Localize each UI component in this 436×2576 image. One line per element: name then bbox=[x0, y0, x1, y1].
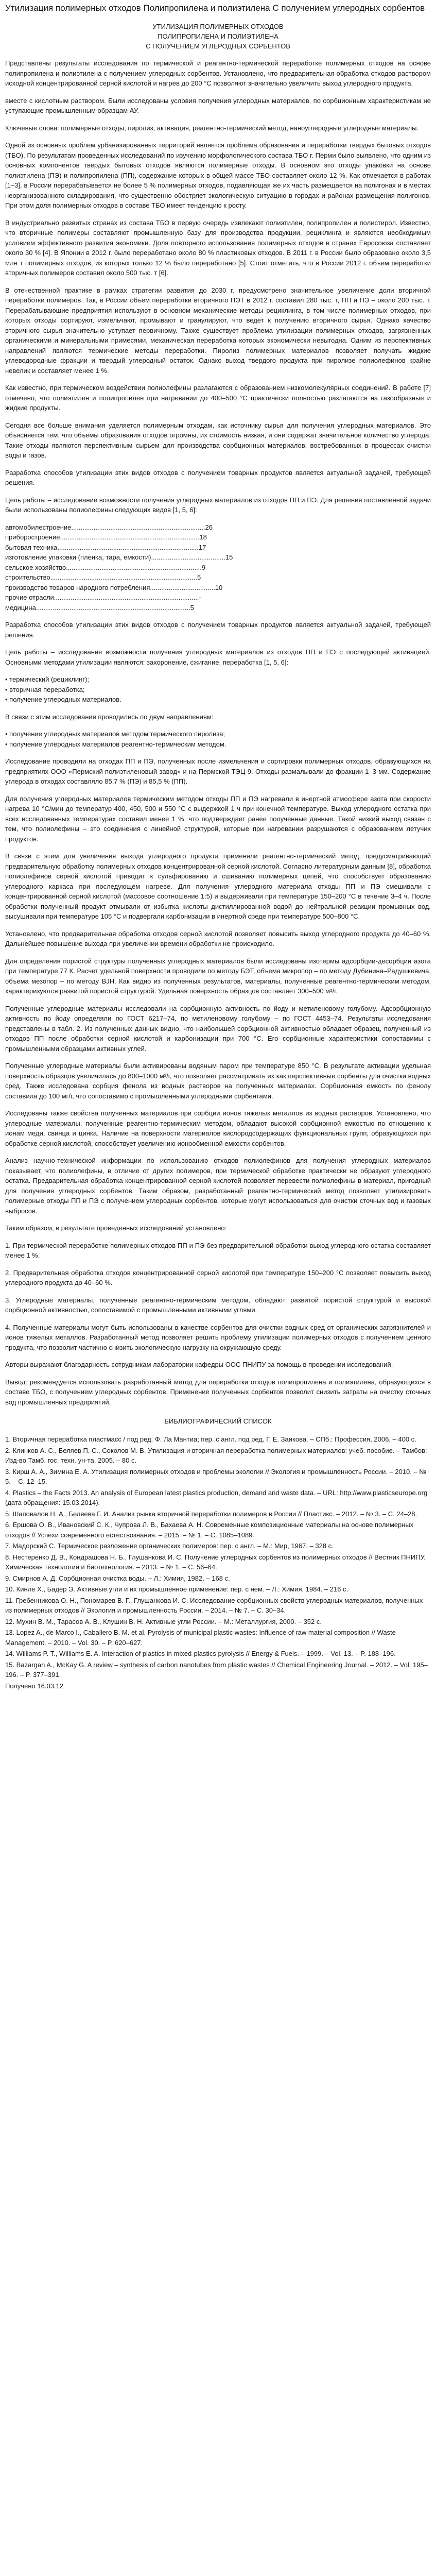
usage-row: прочие отрасли..............................................................................- bbox=[5, 594, 201, 601]
reference-item: 15. Bazargan A., McKay G. A review – synthesis of carbon nanotubes from plastic wastes // Chemical Engineering Journal. – 2012. – Vol. 195–196. – P. 377–391. bbox=[5, 1660, 428, 1679]
body-paragraph: В отечественной практике в рамках стратегии развития до 2030 г. предусмотрено значительное увеличение доли вторичной переработки полимеров. Так, в России объем переработки вторичного ПЭТ в 2012 г. составил 280 тыс. т, ПП и ПЭ – около 200 тыс. т. Перерабатывающие предприятия используют в основном механические методы рециклинга, в том числе полимерных отходов, при которых отходы сортируют, измельчают, промывают и гранулируют, что ведет к получению вторичного сырья. Однако качество вторичного сырья значительно уступает первичному. Также существует проблема утилизации полимерных отходов, загрязненных органическими и минеральными примесями, механическая переработка которых экономически невыгодна. Одним из перспективных направлений являются термические методы переработки. Пиролиз полимерных материалов позволяет получать жидкие углеводородные фракции и твердый углеродный остаток. Однако выход твердого продукта при пиролизе полиолефинов крайне невелик и составляет менее 1 %. bbox=[5, 286, 431, 375]
keywords: Ключевые слова: полимерные отходы, пиролиз, активация, реагентно-термический метод, наноуглеродные углеродные материалы. bbox=[5, 124, 419, 132]
list-item: • получение углеродных материалов. bbox=[5, 696, 121, 703]
reference-item: 13. Lopez A., de Marco I., Caballero B. M. et al. Pyrolysis of municipal plastic wastes: Influence of raw material composition // Waste Management. – 2010. – Vol. 30. – P. 620–627. bbox=[5, 1629, 396, 1647]
conclusion-item: 4. Полученные материалы могут быть использованы в качестве сорбентов для очистки водных сред от органических загрязнителей и ионов тяжелых металлов. Разработанный метод позволяет решить проблему утилизации полимерных отходов с получением ценного продукта, что позволит частично снизить экологическую нагрузку на окружающую среду. bbox=[5, 1323, 431, 1351]
body-paragraph: Для получения углеродных материалов термическим методом отходы ПП и ПЭ нагревали в инертной атмосфере азота при скорости нагрева 10 °С/мин до температур 400, 450, 500 и 550 °С с выдержкой 1 ч при конечной температуре. Выход углеродного остатка при всех исследованных температурах составил менее 1 %, что подтверждает ранее полученные данные. Такой низкий выход связан с тем, что полиолефины – это соединения с линейной структурой, которые при нагревании разрушаются с образованием летучих продуктов. bbox=[5, 794, 431, 843]
article-heading-line: УТИЛИЗАЦИЯ ПОЛИМЕРНЫХ ОТХОДОВ bbox=[152, 23, 284, 30]
reference-item: 11. Гребенникова О. Н., Пономарев В. Г., Глушанкова И. С. Исследование сорбционных свойств углеродных материалов, полученных из полимерных отходов // Экология и промышленность России. – 2014. – № 7. – С. 30–34. bbox=[5, 1596, 423, 1614]
reference-item: 2. Клинков А. С., Беляев П. С., Соколов М. В. Утилизация и вторичная переработка полимерных материалов: учеб. пособие. – Тамбов: Изд-во Тамб. гос. техн. ун-та, 2005. – 80 с. bbox=[5, 1446, 427, 1464]
body-paragraph: Авторы выражают благодарность сотрудникам лаборатории кафедры ООС ПНИПУ за помощь в проведении исследований. bbox=[5, 1361, 393, 1368]
conclusion-item: 3. Углеродные материалы, полученные реагентно-термическим методом, обладают развитой пористой структурой и высокой сорбционной активностью, сопоставимой с промышленными активными углями. bbox=[5, 1296, 431, 1314]
list-item: • получение углеродных материалов методом термического пиролиза; bbox=[5, 730, 225, 738]
usage-row: медицина...................................................................................5 bbox=[5, 603, 194, 612]
reference-item: 8. Нестеренко Д. В., Кондрашова Н. Б., Глушанкова И. С. Получение углеродных сорбентов из полимерных отходов // Вестник ПНИПУ. Химическая технология и биотехнология. – 2013. – № 1. – С. 56–64. bbox=[5, 1553, 426, 1571]
body-paragraph: Для определения пористой структуры полученных углеродных материалов были исследованы изотермы адсорбции-десорбции азота при температуре 77 К. Расчет удельной поверхности проводили по методу БЭТ, объема микропор – по методу Дубинина–Радушкевича, объема мезопор – по методу BJH. Как видно из полученных результатов, материалы, полученные реагентно-термическим методом, характеризуются развитой пористой структурой. Удельная поверхность образцов составляет 300–500 м²/г. bbox=[5, 957, 431, 995]
reference-item: 1. Вторичная переработка пластмасс / под ред. Ф. Ла Мантиа; пер. с англ. под ред. Г. Е. Заикова. – СПб.: Профессия, 2006. – 400 с. bbox=[5, 1435, 416, 1443]
body-paragraph: Как известно, при термическом воздействии полиолефины разлагаются с образованием низкомолекулярных соединений. В работе [7] отмечено, что полиэтилен и полипропилен при нагревании до 400–500 °С практически полностью разлагаются на газообразные и жидкие продукты. bbox=[5, 384, 431, 412]
body-paragraph: Цель работы – исследование возможности получения углеродных материалов из отходов ПП и ПЭ. Для решения поставленной задачи были использованы полиолефины следующих видов [1, 5, 6]: bbox=[5, 496, 431, 514]
body-paragraph: Полученные углеродные материалы были активированы водяным паром при температуре 850 °С. В результате активации удельная поверхность образцов увеличилась до 800–1000 м²/г, что позволяет рассматривать их как перспективные сорбенты для очистки водных сред. Также исследована сорбция фенола из водных растворов на полученных материалах. Сорбционная емкость по фенолу составила до 100 мг/г, что сопоставимо с промышленными углеродными сорбентами. bbox=[5, 1062, 431, 1100]
direction-list bbox=[5, 729, 431, 749]
body-paragraph: В связи с этим для увеличения выхода углеродного продукта применяли реагентно-термический метод, предусматривающий предварительную обработку полимерных отходов концентрированной серной кислотой. Согласно литературным данным [8], обработка полиолефинов серной кислотой приводит к сульфированию и сшиванию полимерных цепей, что способствует образованию углеродного каркаса при последующем нагреве. Для получения углеродного материала отходы ПП и ПЭ смешивали с концентрированной серной кислотой (массовое соотношение 1:5) и выдерживали при температуре 150–200 °С в течение 3–4 ч. После обработки полученный продукт отмывали от избытка кислоты дистиллированной водой до нейтральной реакции промывных вод, высушивали при температуре 105 °С и подвергали карбонизации в инертной среде при температуре 500–800 °С. bbox=[5, 852, 431, 920]
usage-list bbox=[5, 522, 431, 613]
body-paragraph: Разработка способов утилизации этих видов отходов с получением товарных продуктов является актуальной задачей, требующей решения. bbox=[5, 621, 431, 639]
conclusion-item: 1. При термической переработке полимерных отходов ПП и ПЭ без предварительной обработки выход углеродного остатка составляет менее 1 %. bbox=[5, 1241, 431, 1259]
article-heading-line: С ПОЛУЧЕНИЕМ УГЛЕРОДНЫХ СОРБЕНТОВ bbox=[146, 42, 290, 50]
article-heading-line: ПОЛИПРОПИЛЕНА И ПОЛИЭТИЛЕНА bbox=[158, 32, 278, 40]
usage-row: сельское хозяйство.........................................................................9 bbox=[5, 563, 206, 571]
reference-item: 9. Смирнов А. Д. Сорбционная очистка воды. – Л.: Химия, 1982. – 168 с. bbox=[5, 1574, 230, 1582]
received-date: Получено 16.03.12 bbox=[5, 1682, 64, 1690]
body-paragraph: Вывод: рекомендуется использовать разработанный метод для переработки отходов полипропилена и полиэтилена, образующихся в составе ТБО, с получением углеродных сорбентов. Применение полученных сорбентов позволит снизить затраты на очистку сточных вод промышленных предприятий. bbox=[5, 1378, 431, 1406]
usage-row: приборостроение...........................................................................18 bbox=[5, 533, 207, 541]
abstract-paragraph: вместе с кислотным раствором. Были исследованы условия получения углеродных материалов, по сорбционным характеристикам не уступающие промышленным образцам АУ. bbox=[5, 96, 431, 114]
reference-item: 7. Мадорский С. Термическое разложение органических полимеров: пер. с англ. – М.: Мир, 1967. – 328 с. bbox=[5, 1542, 334, 1550]
body-paragraph: В индустриально развитых странах из состава ТБО в первую очередь извлекают полиэтилен, полипропилен и полистирол. Известно, что вторичные полимеры составляют промышленную базу для производства продукции, рециклинга и являются необходимым условием эффективного развития экономики. Доля повторного использования полимерных отходов в странах Евросоюза составляет около 30 % [4]. В Японии в 2012 г. было переработано около 80 % пластиковых отходов. В 2011 г. в России было образовано около 3,5 млн т полимерных отходов, из которых только 12 % было переработано [5]. Стоит отметить, что в России 2012 г. объем переработки вторичных полимеров составил около 500 тыс. т [6]. bbox=[5, 218, 431, 277]
usage-row: строительство...............................................................................5 bbox=[5, 573, 201, 581]
reference-item: 6. Ершова О. В., Ивановский С. К., Чупрова Л. В., Бахаева А. Н. Современные композиционные материалы на основе полимерных отходов // Успехи современного естествознания. – 2015. – № 1. – С. 1085–1089. bbox=[5, 1521, 414, 1539]
abstract-paragraph: Представлены результаты исследования по термической и реагентно-термической переработке полимерных отходов на основе полипропилена и полиэтилена с получением углеродных сорбентов. Установлено, что предварительная обработка отходов раствором исходной концентрированной серной кислотой и нагрев до 200 °С позволяют значительно увеличить выход углеродного продукта. bbox=[5, 59, 431, 87]
body-paragraph: Полученные углеродные материалы исследовали на сорбционную активность по йоду и метиленовому голубому. Адсорбционную активность по йоду определяли по ГОСТ 6217–74, по метиленовому голубому – по ГОСТ 4453–74. Результаты исследования представлены в табл. 2. Из полученных данных видно, что наибольшей сорбционной активностью обладает образец, полученный из отходов ПП после обработки серной кислотой и карбонизации при 700 °С. Его сорбционные характеристики сопоставимы с промышленными образцами активных углей. bbox=[5, 1004, 431, 1053]
body-paragraph: Анализ научно-технической информации по использованию отходов полиолефинов для получения углеродных материалов показывает, что полиолефины, в отличие от других полимеров, при термической обработке практически не образуют углеродного остатка. Предварительная обработка концентрированной серной кислотой позволяет перевести полиолефины в материал, пригодный для получения углеродных сорбентов. Таким образом, разработанный реагентно-термический метод позволяет утилизировать полимерные отходы ПП и ПЭ с получением углеродных сорбентов, которые могут использоваться для очистки сточных вод и газовых выбросов. bbox=[5, 1157, 431, 1215]
reference-item: 12. Мухин В. М., Тарасов А. В., Клушин В. Н. Активные угли России. – М.: Металлургия, 2000. – 352 с. bbox=[5, 1617, 322, 1625]
reference-item: 4. Plastics – the Facts 2013. An analysis of European latest plastics production, demand and waste data. – URL: http://www.plasticseurope.org (дата обращения: 15.03.2014). bbox=[5, 1488, 428, 1506]
usage-row: автомобилестроение........................................................................26 bbox=[5, 523, 213, 531]
method-list bbox=[5, 674, 431, 705]
usage-row: бытовая техника............................................................................17 bbox=[5, 543, 206, 551]
usage-row: производство товаров народного потребления...................................10 bbox=[5, 583, 223, 591]
document-title: Утилизация полимерных отходов Полипропилена и полиэтилена С получением углеродных сорбентов bbox=[5, 3, 425, 13]
bibliography-list bbox=[5, 1434, 431, 1680]
body-paragraph: В связи с этим исследования проводились по двум направлениям: bbox=[5, 713, 214, 721]
usage-row: изготовление упаковки (пленка, тара, емкости)........................................15 bbox=[5, 553, 233, 561]
body-paragraph: Установлено, что предварительная обработка отходов серной кислотой позволяет повысить выход углеродного продукта до 40–60 %. Дальнейшее повышение выхода при увеличении времени обработки не происходило. bbox=[5, 929, 431, 947]
reference-item: 14. Williams P. T., Williams E. A. Interaction of plastics in mixed-plastics pyrolysis // Energy & Fuels. – 1999. – Vol. 13. – P. 188–196. bbox=[5, 1650, 396, 1657]
conclusion-item: 2. Предварительная обработка отходов концентрированной серной кислотой при температуре 150–200 °С позволяет повысить выход углеродного продукта до 40–60 %. bbox=[5, 1268, 431, 1286]
body-paragraph: Сегодня все больше внимания уделяется полимерным отходам, как источнику сырья для получения углеродных материалов. Это объясняется тем, что объемы образования отходов огромны, их стоимость низкая, и они содержат значительное количество углерода. Такие отходы являются перспективным сырьем для производства сорбционных материалов, востребованных в процессах очистки воды и газов. bbox=[5, 421, 431, 459]
body-paragraph: Исследование проводили на отходах ПП и ПЭ, полученных после измельчения и сортировки полимерных отходов, образующихся на предприятиях ООО «Пермский полиэтиленовый завод» и на Пермской ТЭЦ-9. Отходы размалывали до фракции 1–3 мм. Содержание углерода в отходах составляло 85,7 % (ПЭ) и 85,5 % (ПП). bbox=[5, 757, 431, 785]
list-item: • термический (рециклинг); bbox=[5, 675, 89, 683]
bibliography-title: БИБЛИОГРАФИЧЕСКИЙ СПИСОК bbox=[164, 1417, 272, 1425]
body-paragraph: Исследованы также свойства полученных материалов при сорбции ионов тяжелых металлов из водных растворов. Установлено, что углеродные материалы, полученные реагентно-термическим методом, обладают высокой сорбционной емкостью по отношению к ионам меди, свинца и цинка. Наличие на поверхности материалов кислородсодержащих функциональных групп, образующихся при обработке серной кислотой, способствует увеличению ионообменной емкости сорбентов. bbox=[5, 1109, 431, 1147]
article-heading bbox=[5, 22, 431, 51]
reference-item: 3. Кирш А. А., Зимина Е. А. Утилизация полимерных отходов и проблемы экологии // Экология и промышленность России. – 2010. – № 5. – С. 12–15. bbox=[5, 1467, 427, 1485]
body-paragraph: Одной из основных проблем урбанизированных территорий является проблема образования и переработки твердых бытовых отходов (ТБО). По результатам проведенных исследований по изучению морфологического состава ТБО г. Перми было выявлено, что одним из основных компонентов твердых бытовых отходов являются полимерные отходы. В основном это отходы упаковки на основе полиэтилена (ПЭ) и полипропилена (ПП), содержание которых в общей массе ТБО составляет около 12 %. Как отмечается в работах [1–3], в России перерабатывается не более 5 % полимерных отходов, подавляющая же их часть размещается на полигонах и в местах неорганизованного складирования, что существенно обостряет экологическую ситуацию в городах и районах размещения полигонов. При этом доля полимерных отходов в составе ТБО имеет тенденцию к росту. bbox=[5, 141, 431, 209]
list-item: • вторичная переработка; bbox=[5, 685, 85, 693]
reference-item: 10. Кинле Х., Бадер Э. Активные угли и их промышленное применение: пер. с нем. – Л.: Химия, 1984. – 216 с. bbox=[5, 1585, 348, 1593]
body-paragraph: Цель работы – исследование возможности получения углеродных материалов из отходов ПП и ПЭ с последующей активацией. Основными методами утилизации являются: захоронение, сжигание, переработка [1, 5, 6]: bbox=[5, 648, 431, 666]
reference-item: 5. Шаповалов Н. А., Беляева Г. И. Анализ рынка вторичной переработки полимеров в России // Пластикс. – 2012. – № 3. – С. 24–28. bbox=[5, 1510, 417, 1518]
list-item: • получение углеродных материалов реагентно-термическим методом. bbox=[5, 740, 226, 748]
body-paragraph: Разработка способов утилизации этих видов отходов с получением товарных продуктов является актуальной задачей, требующей решения. bbox=[5, 468, 431, 486]
body-paragraph: Таким образом, в результате проведенных исследований установлено: bbox=[5, 1224, 227, 1232]
